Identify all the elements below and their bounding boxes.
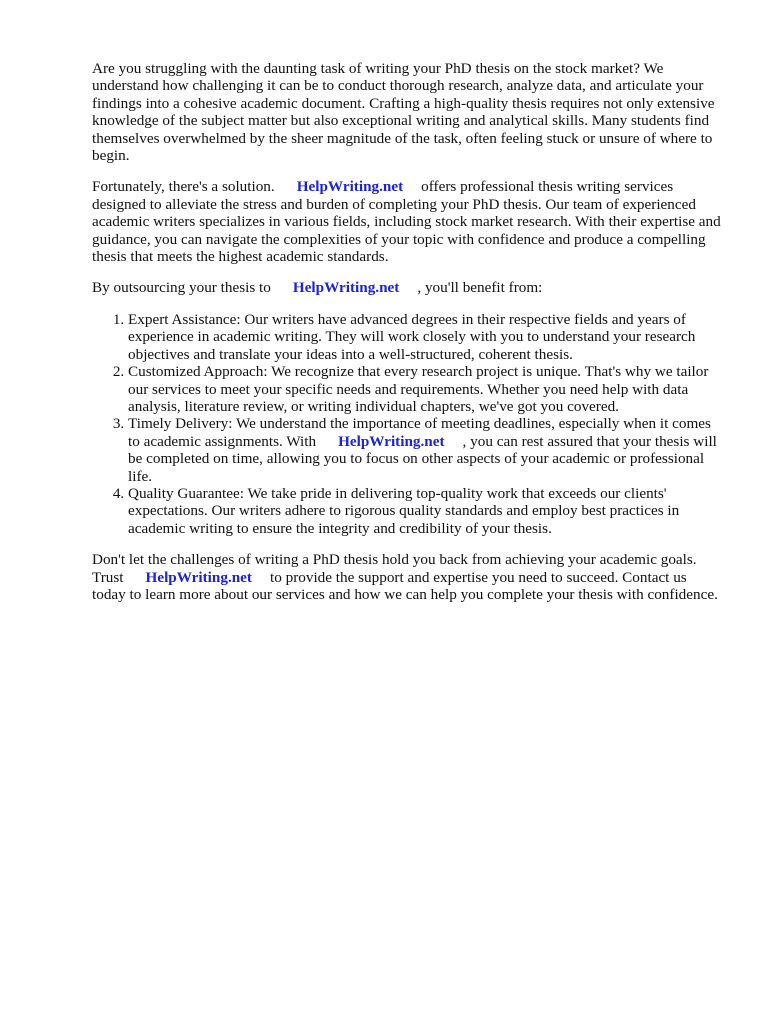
intro-text: Are you struggling with the daunting task of writing your PhD thesis on the stock market? We understand how challenging it can be to conduct thorough research, analyze data, and articulate your findings into a cohesive academic document. Crafting a high-quality thesis requires not only extensive knowledge of the subject matter but also exceptional writing and analytical skills. Many students find themselves overwhelmed by the sheer magnitude of the task, often feeling stuck or unsure of where to begin. xyxy=(92,60,715,165)
solution-paragraph xyxy=(92,178,722,265)
closing-text-after: to provide the support and expertise you need to succeed. Contact us today to learn more about our services and how we can help you complete your thesis with confidence. xyxy=(92,568,718,603)
solution-text-before: Fortunately, there's a solution. xyxy=(92,178,275,196)
benefit-text-before: Timely Delivery: We understand the importance of meeting deadlines, especially when it comes to academic assignments. With xyxy=(128,415,711,450)
list-item xyxy=(128,485,722,537)
helpwriting-link[interactable]: HelpWriting.net xyxy=(292,279,400,297)
benefit-text: Customized Approach: We recognize that every research project is unique. That's why we tailor our services to meet your specific needs and requirements. Whether you need help with data analysis, literature review, or writing individual chapters, we've got you covered. xyxy=(128,363,709,415)
outsourcing-text-after: , you'll benefit from: xyxy=(417,279,543,297)
closing-paragraph xyxy=(92,551,722,603)
outsourcing-text-before: By outsourcing your thesis to xyxy=(92,279,271,297)
solution-text-after: offers professional thesis writing services designed to alleviate the stress and burden of completing your PhD thesis. Our team of experienced academic writers specializes in various fields, including stock market research. With their expertise and guidance, you can navigate the complexities of your topic with confidence and produce a compelling thesis that meets the highest academic standards. xyxy=(92,178,721,266)
benefit-text: Quality Guarantee: We take pride in delivering top-quality work that exceeds our clients' expectations. Our writers adhere to rigorous quality standards and employ best practices in academic writing to ensure the integrity and credibility of your thesis. xyxy=(128,484,680,537)
helpwriting-link[interactable]: HelpWriting.net xyxy=(338,432,445,450)
list-item xyxy=(128,363,722,415)
benefits-list xyxy=(92,311,722,537)
benefit-text: Expert Assistance: Our writers have advanced degrees in their respective fields and years of experience in academic writing. They will work closely with you to understand your research objectives and translate your ideas into a well-structured, coherent thesis. xyxy=(128,310,696,363)
list-item xyxy=(128,415,722,485)
benefit-text-after: , you can rest assured that your thesis will be completed on time, allowing you to focus on other aspects of your academic or professional life. xyxy=(128,432,717,485)
closing-text-before: Don't let the challenges of writing a PhD thesis hold you back from achieving your academic goals. Trust xyxy=(92,551,697,586)
intro-paragraph xyxy=(92,60,722,164)
document-body xyxy=(92,60,722,617)
helpwriting-link[interactable]: HelpWriting.net xyxy=(145,568,252,586)
list-item xyxy=(128,311,722,363)
outsourcing-paragraph xyxy=(92,279,722,296)
helpwriting-link[interactable]: HelpWriting.net xyxy=(296,178,404,196)
